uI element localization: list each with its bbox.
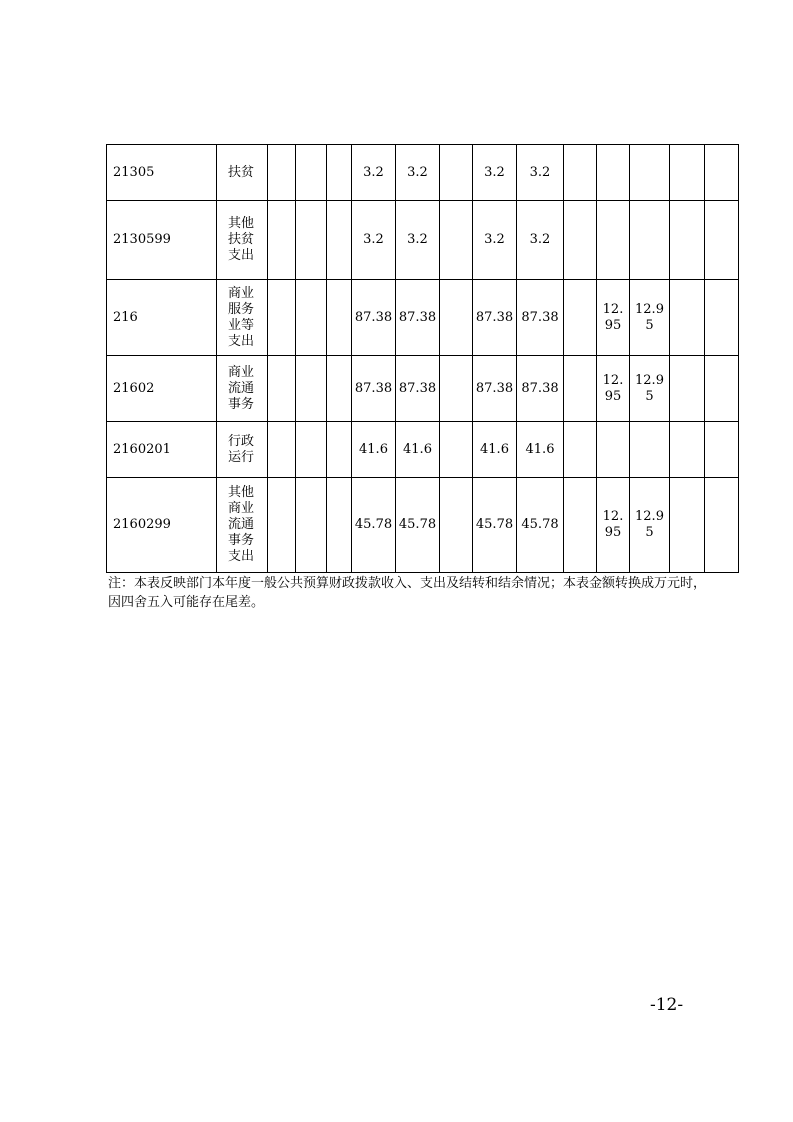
value-cell: 3.2 — [352, 201, 396, 280]
budget-table — [106, 144, 739, 573]
table-row — [107, 145, 739, 201]
value-cell — [564, 280, 597, 356]
value-cell — [630, 201, 670, 280]
value-cell — [296, 201, 327, 280]
value-cell — [670, 145, 705, 201]
value-cell — [440, 356, 473, 422]
value-cell — [327, 145, 352, 201]
value-cell: 3.2 — [396, 145, 440, 201]
value-cell — [268, 422, 296, 478]
row-name: 其他商业流通事务支出 — [217, 478, 268, 573]
table-body — [107, 145, 739, 573]
value-cell: 41.6 — [352, 422, 396, 478]
row-code: 21602 — [107, 356, 217, 422]
row-name: 行政运行 — [217, 422, 268, 478]
value-cell: 3.2 — [517, 201, 564, 280]
value-cell — [670, 201, 705, 280]
value-cell — [296, 356, 327, 422]
value-cell: 87.38 — [352, 356, 396, 422]
value-cell: 87.38 — [517, 280, 564, 356]
value-cell: 3.2 — [473, 201, 517, 280]
value-cell: 3.2 — [352, 145, 396, 201]
value-cell: 12.95 — [630, 356, 670, 422]
value-cell — [268, 478, 296, 573]
value-cell — [564, 478, 597, 573]
value-cell — [705, 478, 739, 573]
value-cell: 87.38 — [352, 280, 396, 356]
value-cell — [705, 145, 739, 201]
row-code: 216 — [107, 280, 217, 356]
value-cell — [670, 280, 705, 356]
value-cell: 87.38 — [396, 356, 440, 422]
row-code: 2160201 — [107, 422, 217, 478]
value-cell: 3.2 — [517, 145, 564, 201]
table-footnote: 注：本表反映部门本年度一般公共预算财政拨款收入、支出及结转和结余情况；本表金额转换成万元时，因四舍五入可能存在尾差。 — [108, 576, 707, 610]
table-row — [107, 201, 739, 280]
value-cell — [564, 145, 597, 201]
value-cell: 87.38 — [517, 356, 564, 422]
value-cell — [670, 478, 705, 573]
value-cell — [440, 478, 473, 573]
row-name: 其他扶贫支出 — [217, 201, 268, 280]
row-name: 商业流通事务 — [217, 356, 268, 422]
value-cell: 12.95 — [597, 356, 630, 422]
value-cell — [327, 478, 352, 573]
page-number: -12- — [650, 995, 684, 1015]
value-cell — [268, 145, 296, 201]
value-cell: 87.38 — [473, 356, 517, 422]
value-cell: 45.78 — [517, 478, 564, 573]
row-code: 2130599 — [107, 201, 217, 280]
value-cell — [327, 280, 352, 356]
value-cell: 12.95 — [597, 280, 630, 356]
value-cell — [268, 201, 296, 280]
value-cell: 3.2 — [396, 201, 440, 280]
value-cell — [670, 422, 705, 478]
row-name: 商业服务业等支出 — [217, 280, 268, 356]
value-cell: 41.6 — [473, 422, 517, 478]
value-cell — [564, 356, 597, 422]
value-cell: 45.78 — [396, 478, 440, 573]
value-cell — [296, 422, 327, 478]
value-cell — [705, 280, 739, 356]
value-cell: 3.2 — [473, 145, 517, 201]
row-name: 扶贫 — [217, 145, 268, 201]
value-cell — [296, 478, 327, 573]
value-cell — [630, 145, 670, 201]
value-cell — [268, 280, 296, 356]
value-cell: 45.78 — [352, 478, 396, 573]
value-cell — [705, 201, 739, 280]
value-cell — [327, 356, 352, 422]
value-cell: 87.38 — [473, 280, 517, 356]
value-cell: 12.95 — [630, 478, 670, 573]
value-cell — [597, 145, 630, 201]
row-code: 21305 — [107, 145, 217, 201]
row-code: 2160299 — [107, 478, 217, 573]
value-cell — [327, 201, 352, 280]
value-cell — [440, 145, 473, 201]
value-cell — [440, 201, 473, 280]
value-cell — [597, 422, 630, 478]
value-cell — [564, 422, 597, 478]
value-cell — [597, 201, 630, 280]
value-cell — [296, 145, 327, 201]
value-cell — [440, 280, 473, 356]
value-cell: 12.95 — [597, 478, 630, 573]
value-cell: 41.6 — [396, 422, 440, 478]
table-row — [107, 478, 739, 573]
value-cell: 87.38 — [396, 280, 440, 356]
value-cell — [670, 356, 705, 422]
value-cell — [705, 422, 739, 478]
value-cell — [630, 422, 670, 478]
value-cell — [268, 356, 296, 422]
value-cell — [440, 422, 473, 478]
value-cell — [705, 356, 739, 422]
table-row — [107, 280, 739, 356]
value-cell: 12.95 — [630, 280, 670, 356]
value-cell — [564, 201, 597, 280]
value-cell — [296, 280, 327, 356]
value-cell — [327, 422, 352, 478]
value-cell: 45.78 — [473, 478, 517, 573]
table-row — [107, 422, 739, 478]
value-cell: 41.6 — [517, 422, 564, 478]
table-row — [107, 356, 739, 422]
